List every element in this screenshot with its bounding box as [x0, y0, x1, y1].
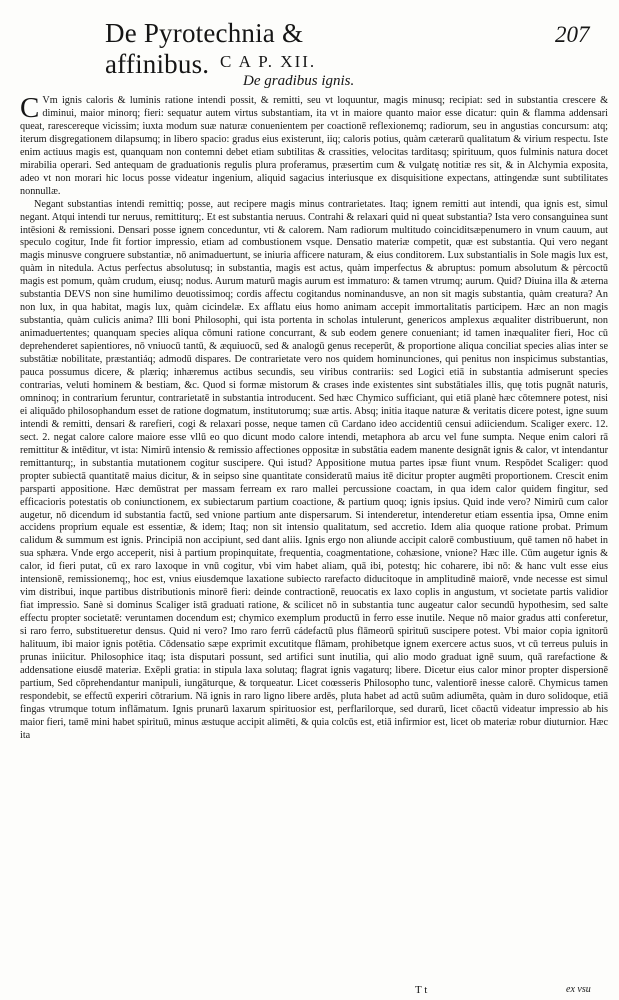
- body-text: [20, 92, 608, 743]
- page-number: 207: [555, 22, 590, 47]
- drop-cap: C: [20, 92, 40, 124]
- paragraph-1: [20, 92, 608, 199]
- paragraph-1-text: Vm ignis caloris & luminis ratione intendi possit, & remitti, seu vt loquuntur, magis minusq; recipiat: sed in substantia crescere & diminui, maior minorq; fieri: sequatur autem virtus substantiam, ita vt in maiore quanto maior esse dicatur: quin & flamma addensari queat, rarescereque vicissim; iuxta modum suæ naturæ conuenientem per coactionē reflexionemq; radiorum, seu in angustias concursum: atq; iterum disgregationem dilapsumq; in libero spacio: gradus eius existerunt, iiq; caloris potius, quàm cæterarū qualitatum & virium respectu. Iste enim actiuus magis est, quanquam non contemni debet etiam subtilitas & crassities, velocitas tarditasq; spirituum, quos fulminis natura docet mirabilia operari. Sed antequam de graduationis regulis plura proferamus, præsertim cum & vulgatę notitiæ res sit, & in Alchymia exposita, adeo vt non morari hic locus posse videatur ingenium, aliquid sagacius interiusque ex disquisitione expectans, attingendæ sunt subtilitates nonnullæ.: [20, 95, 608, 197]
- catchword: ex vsu: [566, 984, 591, 995]
- paragraph-2: Negant substantias intendi remittiq; posse, aut recipere magis minus contrarietates. Itaq; ignem remitti aut intendi, qua ignis est, simul negant. Atqui intendi tur neruus, remittiturq;. Et est substantia neruus. Contrahi & relaxari quid ni queat substantia? Ista vero consanguinea sunt intēsioni & remissioni. Densari posse ignem conceduntur, vti & calorem. Nam radiorum multitudo coinciditsæpenumero in vnum cauum, aut speculo cogitur, Inde fit fortior impressio, etiam ad combustionem vsque. Densatio materiæ competit, quæ est substantia. Qui vero negant magis minusve congruere substantiæ, nō animaduertunt, se iniuria afficere naturam, & eius conditorem. Lux substantialis in Sole magis lux est, quàm in nitedula. Actus perfectus absolutusq; in substantia, magis est actus, quàm imperfectus & abruptus: pomum absolutum & pèrcoctū magis est pomum, quàm crudum, eiusq; nodus. Aurum maturū magis aurum est immaturo: & tamen vtrumq; aurum. Quid? Diuina illa & æterna substantia DEVS non sine humilimo deuotissimoq; cordis affectu cogitandus nominandusve, an non sit magis substantia, quàm creatura? An non lux, in qua habitat, magis lux, quàm cicindelæ. Ex afflatu eius homo animam accepit immortalitatis participem. Hæc an non magis substantia, quàm culicis anima? Illi boni Philosophi, qui ista portenta in scholas intulerunt, genericos amplexus æqualiter distribuerunt, non animaduertentes; quanquam species aliqua cōmuni ratione concurrant, & sub eodem genere conueniant; id tamen inæqualiter fieri, Hoc cū deprehenderet sapientiores, nō vniuocū tantū, & æquiuocū, sed & analogū genus receperūt, & proportione aliqua conciliat species alias inter se substātiæ nobilitate, præstantiáq; admodū dispares. De contrarietate vero nos quidem hominunciones, qui penitus non inspicimus substantias, pauca possumus dicere, & plæriq; inhæremus actibus secundis, seu viribus contrariis: sed Logici etiā in substantia admiserunt species contrarias, veluti hominem & bestiam, &c. Quod si formæ mistorum & crases inde existentes sint substātiales illis, quę totis pugnāt naturis, omninoq; in contrarium feruntur, contrarietatē in substantia introducent. Sed hæc Chymico sufficiant, qui etiā planè hæc cōtemnere potest, nisi ei aliquādo philosophandum esset de ratione dogmatum, institutorumq; suæ artis. Absq; initia itaque naturæ & veritatis dicere potest, igne suum intendi & remitti, densari & rarefieri, cogi & relaxari posse, neque tamen cū Cardano ideo accidentiū censui adiiciendum. Scaliger exerc. 12. sect. 2. negat calore calore maiore esse vllū eo quo dicunt modo calore intendi, metaphora ab arcu vel fune sumpta. Neque enim calori rā remittitur & intēditur, vt ista: Nimirū intensio & remissio affectiones oppositæ in substātia eadem manente designāt ignis & calor, vt intendantur remittanturq;, in substantia mutationem cogitur suscipere. Qui istud? Appositione mutua partes ipsæ fiunt vnum. Respōdet Scaliger: quod propter subiectā quantitatē maius dicitur, & in seipso sine quantitate consideratū maius itē dicitur propter augmēti proportionem. Crescit enim parsparti appositione. Hæc demūstrat per massam ferream ex raro mallei percussione coactam, in qua idem calor quidem fingitur, sed efficacioris potestatis ob coniunctionem, ex subiectarum partium coactione, & partium quoq; ignis ipsius. Quid inde vero? Nimirū cum calor augetur, nō dicendum id substantia factū, sed vnione partium ante dispersarum. Si intenderetur, intenderetur etiam essentia ipsa, Omne enim accidens proprium equale est essentiæ, & idem; Itaq; non sit intensio qualitatum, sed accretio. Idem alia quoque ratione probat. Primum calidum & summum est ignis. Principiā non accipiunt, sed dant aliis. Ignis ergo non aliunde accipit calorē combustiuum, quē tamen nō habet in sua sphæra. Vnde ergo acceperit, nisi à partium propinquitate, frequentia, coagmentatione, cohæsione, vnione? Hæc ille. Cūm augetur ignis & calor, id fieri putat, cū ex raro laxoque in vnū cogitur, vbi vim habet aliam, quā ibi, potestq; hic coharere, ibi nō: & hanc vult esse eius intensionē, remissionemq;, hoc est, vnius eiusdemque laxatione subiecto rarefacto diducitoque in amplitudinē maiorē, vnde necesse est simul vim distribui, inque partibus distributionis minorē fieri: deinde contractionē, reuocatis ex laxo coplis in angustum, vt societate partis validior fiat impressio. Sanè si dominus Scaliger istā graduati ratione, & scilicet nō in substantia tunc augeatur calor secundū hypothesim, sed salte effectu propter societatē: veruntamen docendum est; chymico exemplum productū in ferro esse inutile. Neque nō maior gradus atti conferetur, si raro ferro, substitueretur densus. Quid ni vero? Imo raro ferrū cádefactū plus flāmeorū spirituū suscipere potest. Vbi maior copia ignitorū halituum, ibi maior ignis potētia. Cōdensatio sæpe exprimit excutitque flāmam, prohibetque ignem exercere actus suos, vt cū terreus puluis in prunas iniicitur. Philosophice itaq; ista disputari possunt, sed artifici sunt inutilia, qui alio modo graduat ignē suum, quā rarefactione & addensatione eiusdē materiæ. Exēpli gratia: in stipula laxa solutaq; flagrat ignis vagaturq; libere. Dicetur eius calor minor propter dispersionē partium, Sed cōprehendantur manipuli, iungāturque, & torqueatur. Licet coœsseris Philosopho tunc, valentiorē inesse calorē. Chymicus tamen respondebit, se effectū experiri cōtrarium. Nā ignis in raro ligno libere ardēs, pluta habet ad actū suūm adiumēta, quàm in duro solidoque, etiā fingas vtrumque totum inflāmatum. Ignis prunarū laxarum spirituosior est, perflarilorque, sed durarū, licet cōactū videatur impressio ab his maior fieri, tamē mini habet spirituū, minus æstuque accipit alimēti, & quia colcūs est, etiā infirmior est, licet ob materiæ robur diuturnior. Hæc ita: [20, 198, 608, 741]
- section-title: De gradibus ignis.: [243, 73, 355, 89]
- running-head: De Pyrotechnia & affinibus.: [105, 18, 304, 79]
- signature-mark: T t: [415, 984, 428, 996]
- chapter-heading: C A P. XII.: [220, 52, 317, 71]
